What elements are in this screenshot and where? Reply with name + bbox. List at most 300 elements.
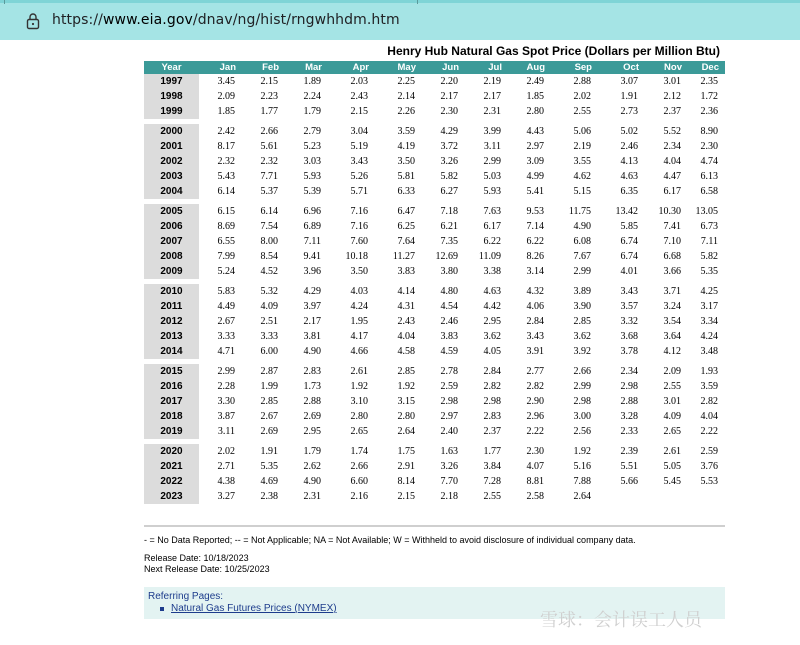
year-cell: 2005 bbox=[144, 204, 199, 219]
table-row bbox=[144, 284, 725, 299]
price-cell: 4.71 bbox=[217, 346, 235, 357]
price-cell: 1.63 bbox=[440, 446, 458, 457]
year-cell: 2000 bbox=[144, 124, 199, 139]
price-cell: 7.18 bbox=[440, 206, 458, 217]
price-cell: 3.27 bbox=[217, 491, 235, 502]
price-cell: 13.42 bbox=[615, 206, 638, 217]
price-cell: 2.09 bbox=[663, 366, 681, 377]
price-cell: 5.71 bbox=[350, 186, 368, 197]
price-cell: 4.54 bbox=[440, 301, 458, 312]
price-cell: 2.19 bbox=[573, 141, 591, 152]
price-cell: 2.59 bbox=[440, 381, 458, 392]
price-cell: 4.12 bbox=[663, 346, 681, 357]
price-cell: 3.62 bbox=[483, 331, 501, 342]
price-cell: 5.82 bbox=[440, 171, 458, 182]
year-cell: 2020 bbox=[144, 444, 199, 459]
price-cell: 3.50 bbox=[350, 266, 368, 277]
price-cell: 2.16 bbox=[350, 491, 368, 502]
price-cell: 2.69 bbox=[260, 426, 278, 437]
price-cell: 2.22 bbox=[700, 426, 718, 437]
price-cell: 4.49 bbox=[217, 301, 235, 312]
table-row bbox=[144, 344, 725, 359]
price-cell: 5.26 bbox=[350, 171, 368, 182]
price-cell: 3.68 bbox=[620, 331, 638, 342]
price-cell: 3.81 bbox=[303, 331, 321, 342]
price-cell: 2.46 bbox=[440, 316, 458, 327]
referring-pages-title: Referring Pages: bbox=[148, 591, 224, 602]
price-cell: 3.72 bbox=[440, 141, 458, 152]
price-cell: 4.52 bbox=[260, 266, 278, 277]
price-cell: 3.54 bbox=[663, 316, 681, 327]
price-cell: 2.80 bbox=[397, 411, 415, 422]
price-cell: 2.64 bbox=[397, 426, 415, 437]
price-cell: 8.00 bbox=[260, 236, 278, 247]
table-row bbox=[144, 249, 725, 264]
price-cell: 4.09 bbox=[260, 301, 278, 312]
year-cell: 2010 bbox=[144, 284, 199, 299]
price-cell: 1.91 bbox=[620, 91, 638, 102]
price-cell: 6.33 bbox=[397, 186, 415, 197]
column-header: Aug bbox=[508, 61, 551, 74]
table-row bbox=[144, 264, 725, 279]
price-cell: 3.84 bbox=[483, 461, 501, 472]
price-cell: 4.17 bbox=[350, 331, 368, 342]
price-cell: 2.73 bbox=[620, 106, 638, 117]
price-cell: 2.40 bbox=[440, 426, 458, 437]
price-cell: 4.66 bbox=[350, 346, 368, 357]
price-cell: 3.32 bbox=[620, 316, 638, 327]
price-cell: 1.92 bbox=[573, 446, 591, 457]
price-cell: 9.41 bbox=[303, 251, 321, 262]
price-cell: 3.64 bbox=[663, 331, 681, 342]
column-header: Dec bbox=[688, 61, 725, 74]
price-cell: 2.14 bbox=[397, 91, 415, 102]
price-cell: 1.85 bbox=[526, 91, 544, 102]
price-cell: 2.25 bbox=[397, 76, 415, 87]
price-cell: 2.78 bbox=[440, 366, 458, 377]
price-cell: 3.30 bbox=[217, 396, 235, 407]
year-cell: 2014 bbox=[144, 344, 199, 359]
price-cell: 1.77 bbox=[483, 446, 501, 457]
price-cell: 2.97 bbox=[440, 411, 458, 422]
price-cell: 2.80 bbox=[350, 411, 368, 422]
price-cell: 3.89 bbox=[573, 286, 591, 297]
year-cell: 1999 bbox=[144, 104, 199, 119]
lock-icon[interactable] bbox=[25, 12, 41, 30]
table-row bbox=[144, 139, 725, 154]
divider bbox=[144, 525, 725, 527]
price-cell: 7.35 bbox=[440, 236, 458, 247]
price-cell: 4.47 bbox=[663, 171, 681, 182]
price-cell: 2.99 bbox=[217, 366, 235, 377]
price-cell: 3.90 bbox=[573, 301, 591, 312]
year-cell: 2004 bbox=[144, 184, 199, 199]
year-cell: 1997 bbox=[144, 74, 199, 89]
price-cell: 2.88 bbox=[573, 76, 591, 87]
price-cell: 6.73 bbox=[700, 221, 718, 232]
table-row bbox=[144, 459, 725, 474]
price-cell: 5.02 bbox=[620, 126, 638, 137]
price-cell: 5.81 bbox=[397, 171, 415, 182]
price-cell: 1.72 bbox=[700, 91, 718, 102]
price-cell: 3.50 bbox=[397, 156, 415, 167]
year-cell: 2017 bbox=[144, 394, 199, 409]
price-cell: 8.26 bbox=[526, 251, 544, 262]
price-cell: 6.68 bbox=[663, 251, 681, 262]
price-cell: 2.85 bbox=[260, 396, 278, 407]
price-cell: 4.24 bbox=[350, 301, 368, 312]
price-cell bbox=[598, 489, 645, 504]
price-cell: 11.27 bbox=[392, 251, 415, 262]
price-cell: 7.60 bbox=[350, 236, 368, 247]
price-cell: 7.41 bbox=[663, 221, 681, 232]
table-body bbox=[144, 74, 725, 504]
price-cell: 3.10 bbox=[350, 396, 368, 407]
price-cell: 2.90 bbox=[526, 396, 544, 407]
column-header: Feb bbox=[242, 61, 285, 74]
url-field[interactable] bbox=[52, 12, 400, 28]
price-cell: 5.23 bbox=[303, 141, 321, 152]
price-cell: 6.47 bbox=[397, 206, 415, 217]
price-cell: 2.31 bbox=[483, 106, 501, 117]
price-cell: 4.59 bbox=[440, 346, 458, 357]
price-cell: 3.66 bbox=[663, 266, 681, 277]
year-cell: 2007 bbox=[144, 234, 199, 249]
price-cell: 3.14 bbox=[526, 266, 544, 277]
price-cell: 3.00 bbox=[573, 411, 591, 422]
price-cell: 8.17 bbox=[217, 141, 235, 152]
price-cell: 2.98 bbox=[440, 396, 458, 407]
browser-address-bar bbox=[0, 0, 800, 40]
price-cell: 1.92 bbox=[350, 381, 368, 392]
column-header: Sep bbox=[551, 61, 598, 74]
year-cell: 2001 bbox=[144, 139, 199, 154]
price-cell: 3.03 bbox=[303, 156, 321, 167]
price-cell: 3.15 bbox=[397, 396, 415, 407]
price-cell: 2.80 bbox=[526, 106, 544, 117]
price-cell: 6.15 bbox=[217, 206, 235, 217]
table-row bbox=[144, 394, 725, 409]
table-row bbox=[144, 379, 725, 394]
price-cell: 7.11 bbox=[303, 236, 321, 247]
price-cell: 2.09 bbox=[217, 91, 235, 102]
price-cell: 3.38 bbox=[483, 266, 501, 277]
price-cell: 2.36 bbox=[700, 106, 718, 117]
price-cell: 4.14 bbox=[397, 286, 415, 297]
price-cell: 2.59 bbox=[700, 446, 718, 457]
price-cell: 2.88 bbox=[303, 396, 321, 407]
price-cell: 5.03 bbox=[483, 171, 501, 182]
price-cell: 4.31 bbox=[397, 301, 415, 312]
price-cell: 6.17 bbox=[663, 186, 681, 197]
price-cell: 2.38 bbox=[260, 491, 278, 502]
year-cell: 2019 bbox=[144, 424, 199, 439]
price-cell: 1.89 bbox=[303, 76, 321, 87]
price-cell: 2.77 bbox=[526, 366, 544, 377]
price-cell: 7.54 bbox=[260, 221, 278, 232]
tab-separator bbox=[4, 0, 5, 4]
price-cell: 7.88 bbox=[573, 476, 591, 487]
price-cell: 4.74 bbox=[700, 156, 718, 167]
price-cell: 5.52 bbox=[663, 126, 681, 137]
price-cell bbox=[688, 489, 725, 504]
price-cell: 4.24 bbox=[700, 331, 718, 342]
price-cell: 6.35 bbox=[620, 186, 638, 197]
year-cell: 2008 bbox=[144, 249, 199, 264]
year-cell: 2009 bbox=[144, 264, 199, 279]
price-cell: 3.26 bbox=[440, 156, 458, 167]
price-cell: 5.85 bbox=[620, 221, 638, 232]
price-cell: 2.35 bbox=[700, 76, 718, 87]
year-cell: 1998 bbox=[144, 89, 199, 104]
price-cell: 1.92 bbox=[397, 381, 415, 392]
table-row bbox=[144, 124, 725, 139]
price-cell: 8.14 bbox=[397, 476, 415, 487]
price-cell: 6.58 bbox=[700, 186, 718, 197]
table-row bbox=[144, 409, 725, 424]
price-cell: 3.33 bbox=[217, 331, 235, 342]
price-cell: 1.91 bbox=[260, 446, 278, 457]
price-cell: 3.24 bbox=[663, 301, 681, 312]
price-cell: 2.62 bbox=[303, 461, 321, 472]
price-cell: 2.39 bbox=[620, 446, 638, 457]
price-cell: 2.61 bbox=[350, 366, 368, 377]
price-cell: 3.43 bbox=[526, 331, 544, 342]
price-cell: 2.66 bbox=[260, 126, 278, 137]
year-cell: 2003 bbox=[144, 169, 199, 184]
price-cell: 2.65 bbox=[350, 426, 368, 437]
price-cell: 2.95 bbox=[303, 426, 321, 437]
price-cell: 3.92 bbox=[573, 346, 591, 357]
price-cell: 3.71 bbox=[663, 286, 681, 297]
price-cell: 4.29 bbox=[303, 286, 321, 297]
price-cell: 7.16 bbox=[350, 206, 368, 217]
price-cell: 2.67 bbox=[260, 411, 278, 422]
column-header: Mar bbox=[285, 61, 328, 74]
price-cell: 2.55 bbox=[663, 381, 681, 392]
price-cell: 11.09 bbox=[478, 251, 501, 262]
price-cell: 3.43 bbox=[620, 286, 638, 297]
price-cell: 5.51 bbox=[620, 461, 638, 472]
price-cell: 6.21 bbox=[440, 221, 458, 232]
price-cell: 2.23 bbox=[260, 91, 278, 102]
price-cell: 2.30 bbox=[700, 141, 718, 152]
price-cell: 5.24 bbox=[217, 266, 235, 277]
price-cell: 1.93 bbox=[700, 366, 718, 377]
price-cell: 2.43 bbox=[350, 91, 368, 102]
legend-note: - = No Data Reported; -- = Not Applicable; NA = Not Available; W = Withheld to avoid disclosure of individual company data. bbox=[144, 535, 636, 545]
price-cell: 2.61 bbox=[663, 446, 681, 457]
price-cell: 4.09 bbox=[663, 411, 681, 422]
price-cell: 1.77 bbox=[260, 106, 278, 117]
price-cell: 4.13 bbox=[620, 156, 638, 167]
price-cell: 2.84 bbox=[526, 316, 544, 327]
price-cell: 2.99 bbox=[573, 266, 591, 277]
column-header: Jun bbox=[422, 61, 465, 74]
price-cell: 6.74 bbox=[620, 251, 638, 262]
price-cell: 2.69 bbox=[303, 411, 321, 422]
table-row bbox=[144, 219, 725, 234]
price-cell: 2.99 bbox=[573, 381, 591, 392]
price-cell: 8.54 bbox=[260, 251, 278, 262]
price-cell: 10.18 bbox=[345, 251, 368, 262]
price-cell: 5.43 bbox=[217, 171, 235, 182]
price-cell: 4.04 bbox=[663, 156, 681, 167]
price-cell: 4.99 bbox=[526, 171, 544, 182]
table-row bbox=[144, 169, 725, 184]
table-row bbox=[144, 489, 725, 504]
price-cell: 2.98 bbox=[573, 396, 591, 407]
table-row bbox=[144, 364, 725, 379]
price-cell: 7.28 bbox=[483, 476, 501, 487]
price-cell: 3.83 bbox=[440, 331, 458, 342]
price-cell: 4.58 bbox=[397, 346, 415, 357]
price-cell: 6.74 bbox=[620, 236, 638, 247]
price-cell: 5.83 bbox=[217, 286, 235, 297]
price-cell: 1.85 bbox=[217, 106, 235, 117]
price-cell: 1.99 bbox=[260, 381, 278, 392]
table-row bbox=[144, 314, 725, 329]
table-header-row bbox=[144, 61, 725, 74]
price-cell: 4.43 bbox=[526, 126, 544, 137]
year-cell: 2011 bbox=[144, 299, 199, 314]
tab-separator bbox=[417, 0, 418, 4]
price-cell: 3.11 bbox=[483, 141, 501, 152]
price-cell: 3.80 bbox=[440, 266, 458, 277]
price-cell: 2.58 bbox=[526, 491, 544, 502]
price-cell: 3.76 bbox=[700, 461, 718, 472]
price-cell: 2.97 bbox=[526, 141, 544, 152]
year-cell: 2016 bbox=[144, 379, 199, 394]
table-row bbox=[144, 424, 725, 439]
price-cell: 6.27 bbox=[440, 186, 458, 197]
price-cell: 2.66 bbox=[573, 366, 591, 377]
price-cell: 4.05 bbox=[483, 346, 501, 357]
price-cell: 4.04 bbox=[397, 331, 415, 342]
price-cell: 2.96 bbox=[526, 411, 544, 422]
price-cell: 2.15 bbox=[397, 491, 415, 502]
price-cell: 4.32 bbox=[526, 286, 544, 297]
price-cell: 3.55 bbox=[573, 156, 591, 167]
price-cell: 3.62 bbox=[573, 331, 591, 342]
price-cell: 3.59 bbox=[397, 126, 415, 137]
price-cell: 2.15 bbox=[260, 76, 278, 87]
price-cell: 3.78 bbox=[620, 346, 638, 357]
price-cell: 3.17 bbox=[700, 301, 718, 312]
year-cell: 2002 bbox=[144, 154, 199, 169]
price-cell: 2.15 bbox=[350, 106, 368, 117]
price-cell: 6.25 bbox=[397, 221, 415, 232]
year-cell: 2023 bbox=[144, 489, 199, 504]
price-cell: 7.10 bbox=[663, 236, 681, 247]
price-cell: 5.39 bbox=[303, 186, 321, 197]
price-cell: 2.30 bbox=[440, 106, 458, 117]
price-cell: 3.83 bbox=[397, 266, 415, 277]
price-cell: 4.01 bbox=[620, 266, 638, 277]
price-cell: 3.91 bbox=[526, 346, 544, 357]
price-cell: 2.64 bbox=[573, 491, 591, 502]
price-cell: 2.31 bbox=[303, 491, 321, 502]
price-cell: 6.22 bbox=[483, 236, 501, 247]
price-cell: 3.01 bbox=[663, 396, 681, 407]
price-cell: 2.83 bbox=[483, 411, 501, 422]
column-header: May bbox=[375, 61, 422, 74]
price-cell: 2.37 bbox=[663, 106, 681, 117]
price-cell: 4.04 bbox=[700, 411, 718, 422]
price-cell: 3.33 bbox=[260, 331, 278, 342]
year-cell: 2006 bbox=[144, 219, 199, 234]
price-cell: 2.32 bbox=[217, 156, 235, 167]
price-cell: 2.82 bbox=[526, 381, 544, 392]
price-cell: 2.83 bbox=[303, 366, 321, 377]
url-host: www.eia.gov bbox=[102, 12, 193, 28]
year-cell: 2018 bbox=[144, 409, 199, 424]
referring-link-nymex[interactable]: Natural Gas Futures Prices (NYMEX) bbox=[171, 603, 337, 614]
column-header: Nov bbox=[645, 61, 688, 74]
price-cell: 7.67 bbox=[573, 251, 591, 262]
price-cell: 3.99 bbox=[483, 126, 501, 137]
price-cell: 6.22 bbox=[526, 236, 544, 247]
price-cell: 1.79 bbox=[303, 106, 321, 117]
price-cell: 4.07 bbox=[526, 461, 544, 472]
price-cell: 4.38 bbox=[217, 476, 235, 487]
price-cell: 3.04 bbox=[350, 126, 368, 137]
url-path: /dnav/ng/hist/rngwhhdm.htm bbox=[192, 12, 400, 28]
price-cell: 3.97 bbox=[303, 301, 321, 312]
year-cell: 2013 bbox=[144, 329, 199, 344]
price-cell: 2.18 bbox=[440, 491, 458, 502]
price-cell: 4.42 bbox=[483, 301, 501, 312]
price-cell: 7.11 bbox=[700, 236, 718, 247]
year-cell: 2015 bbox=[144, 364, 199, 379]
price-cell: 8.81 bbox=[526, 476, 544, 487]
price-table bbox=[144, 61, 725, 504]
price-cell: 2.17 bbox=[483, 91, 501, 102]
price-cell: 2.19 bbox=[483, 76, 501, 87]
price-cell: 5.16 bbox=[573, 461, 591, 472]
price-cell: 5.05 bbox=[663, 461, 681, 472]
price-cell: 3.11 bbox=[217, 426, 235, 437]
price-cell: 2.17 bbox=[440, 91, 458, 102]
price-cell: 5.45 bbox=[663, 476, 681, 487]
price-cell: 5.41 bbox=[526, 186, 544, 197]
price-cell: 5.53 bbox=[700, 476, 718, 487]
price-cell: 6.08 bbox=[573, 236, 591, 247]
price-cell: 2.26 bbox=[397, 106, 415, 117]
table-row bbox=[144, 234, 725, 249]
price-cell: 3.45 bbox=[217, 76, 235, 87]
price-cell: 2.85 bbox=[573, 316, 591, 327]
price-cell: 6.55 bbox=[217, 236, 235, 247]
price-cell: 5.93 bbox=[303, 171, 321, 182]
price-cell: 2.65 bbox=[663, 426, 681, 437]
price-cell: 4.62 bbox=[573, 171, 591, 182]
price-cell: 2.98 bbox=[483, 396, 501, 407]
column-header: Jan bbox=[199, 61, 242, 74]
price-cell: 6.89 bbox=[303, 221, 321, 232]
column-header: Apr bbox=[328, 61, 375, 74]
price-cell: 3.57 bbox=[620, 301, 638, 312]
price-cell: 2.32 bbox=[260, 156, 278, 167]
price-cell: 6.14 bbox=[217, 186, 235, 197]
price-cell: 6.14 bbox=[260, 206, 278, 217]
price-cell: 7.64 bbox=[397, 236, 415, 247]
price-cell: 6.17 bbox=[483, 221, 501, 232]
price-cell: 2.49 bbox=[526, 76, 544, 87]
price-cell: 5.61 bbox=[260, 141, 278, 152]
price-cell: 3.59 bbox=[700, 381, 718, 392]
price-cell: 2.02 bbox=[217, 446, 235, 457]
